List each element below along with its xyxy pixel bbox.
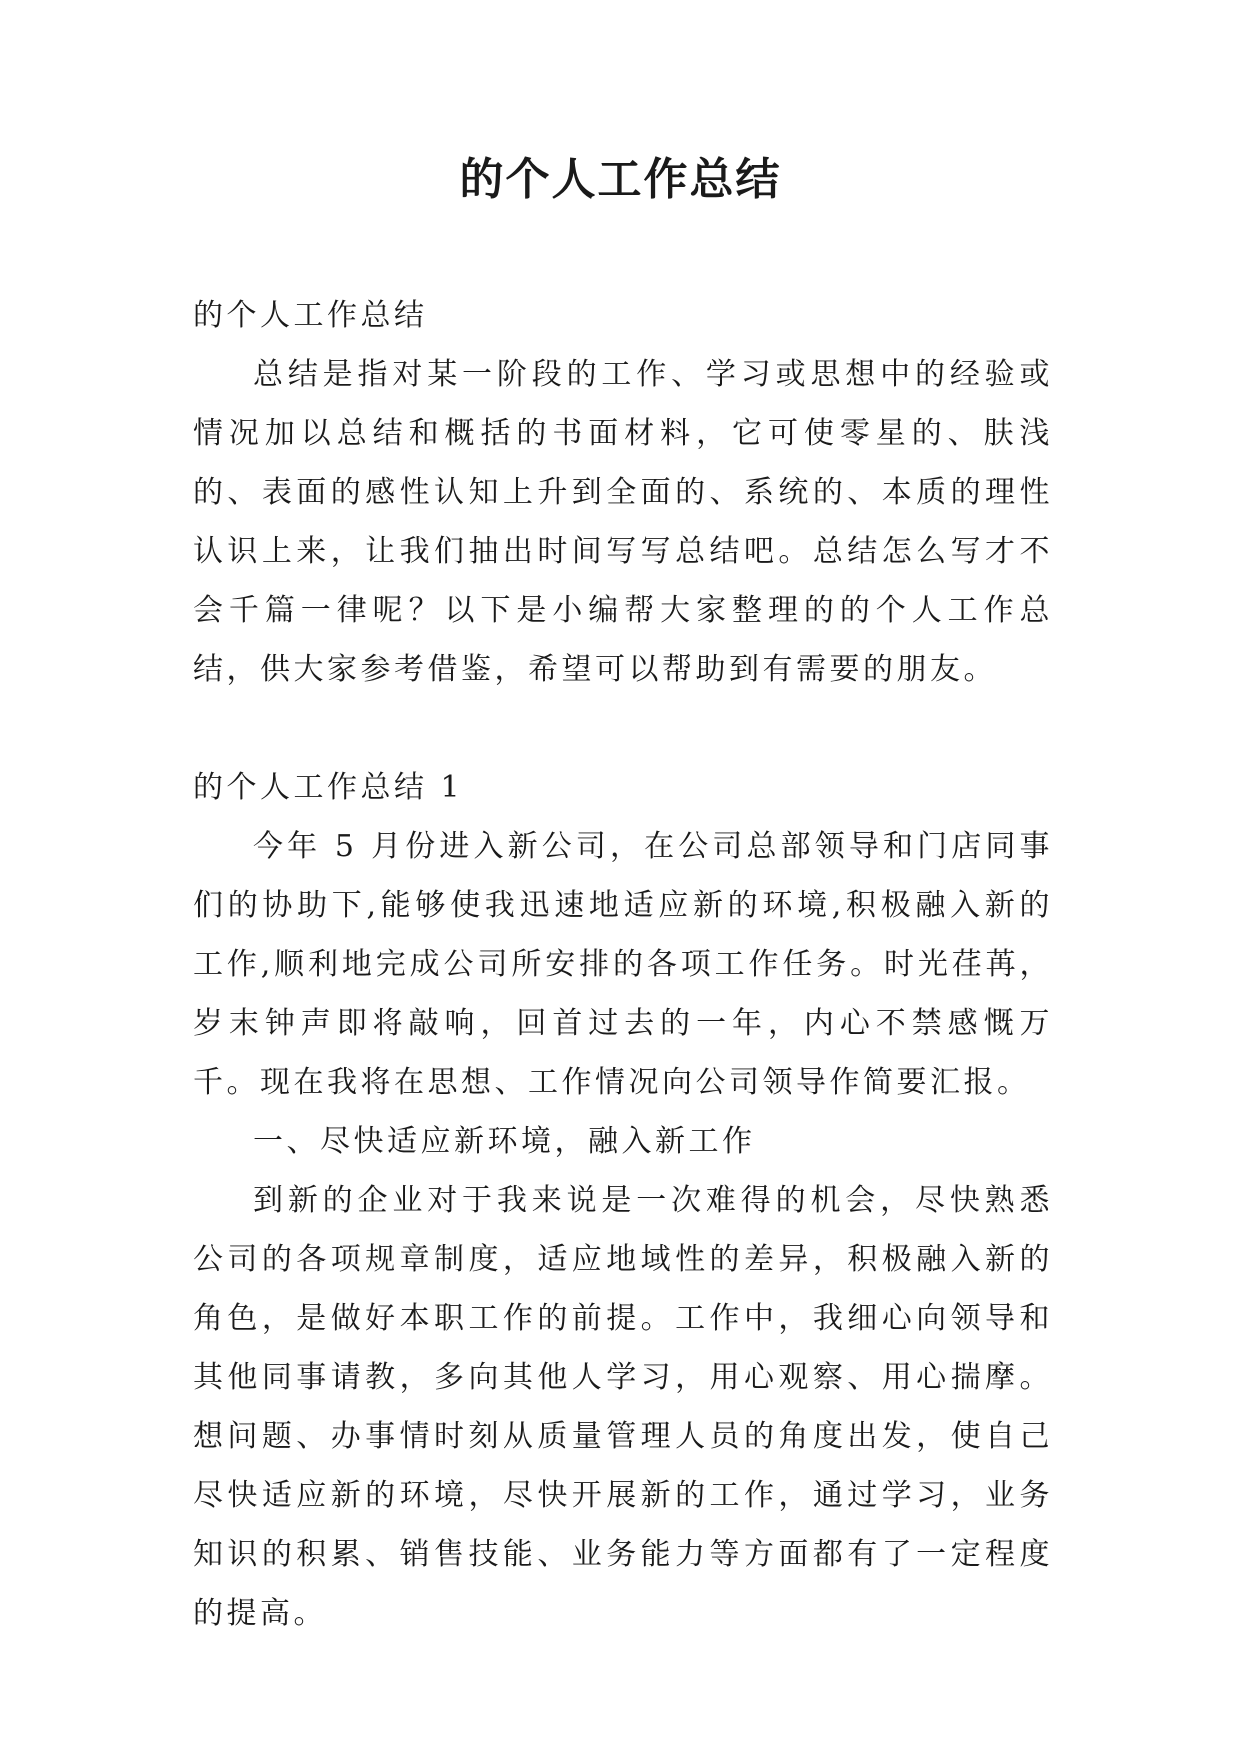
section1-paragraph-1: 今年 5 月份进入新公司，在公司总部领导和门店同事们的协助下,能够使我迅速地适应新的环境,积极融入新的工作,顺利地完成公司所安排的各项工作任务。时光荏苒，岁末钟声即将敲响，回首过去的一年，内心不禁感慨万千。现在我将在思想、工作情况向公司领导作简要汇报。 [193, 829, 1053, 1100]
document-title: 的个人工作总结 [459, 154, 782, 205]
section1-paragraph-2: 到新的企业对于我来说是一次难得的机会，尽快熟悉公司的各项规章制度，适应地域性的差异，积极融入新的角色，是做好本职工作的前提。工作中，我细心向领导和其他同事请教，多向其他人学习，用心观察、用心揣摩。想问题、办事情时刻从质量管理人员的角度出发，使自己尽快适应新的环境，尽快开展新的工作，通过学习，业务知识的积累、销售技能、业务能力等方面都有了一定程度的提高。 [193, 1183, 1053, 1631]
intro-paragraph: 总结是指对某一阶段的工作、学习或思想中的经验或情况加以总结和概括的书面材料，它可使零星的、肤浅的、表面的感性认知上升到全面的、系统的、本质的理性认识上来，让我们抽出时间写写总结吧。总结怎么写才不会千篇一律呢？以下是小编帮大家整理的的个人工作总结，供大家参考借鉴，希望可以帮助到有需要的朋友。 [193, 357, 1053, 687]
section-spacer [193, 699, 1053, 758]
section1-subheading: 一、尽快适应新环境，融入新工作 [253, 1124, 756, 1159]
section1-heading: 的个人工作总结 1 [193, 770, 464, 805]
document-body [193, 286, 1053, 1643]
intro-heading: 的个人工作总结 [193, 298, 428, 333]
